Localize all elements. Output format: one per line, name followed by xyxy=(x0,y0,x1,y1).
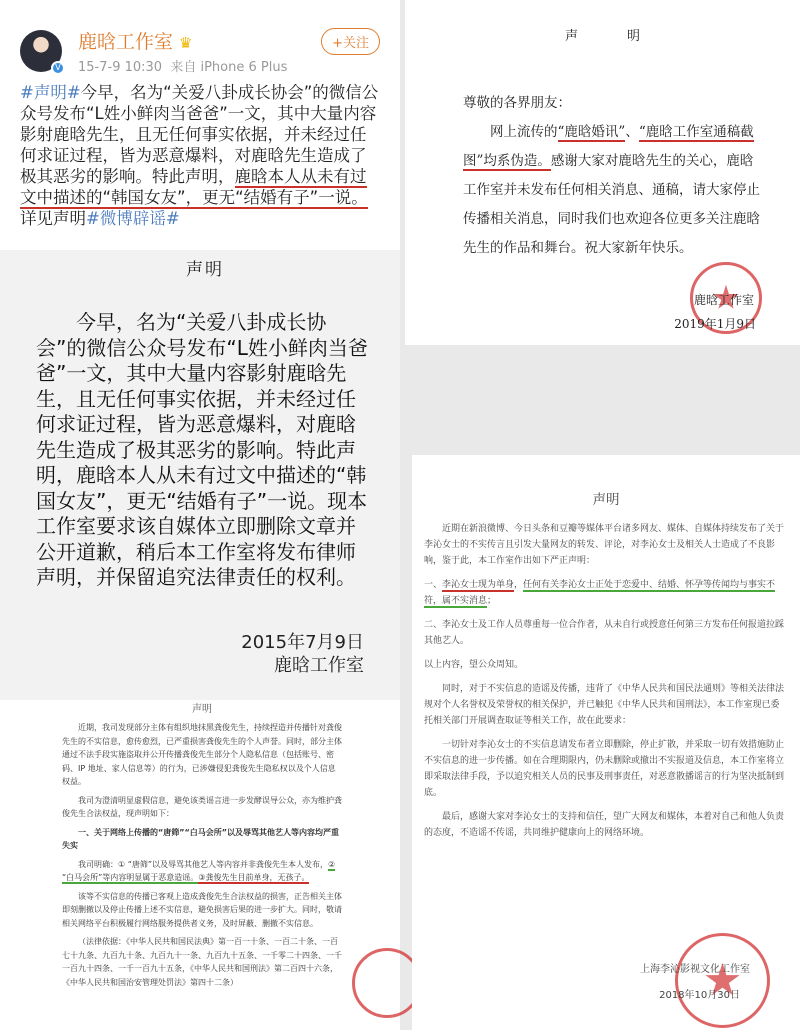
statement-document-gongjun xyxy=(0,700,400,1030)
statement-image-2015 xyxy=(0,250,400,700)
post-timestamp: 15-7-9 10:30 xyxy=(78,60,163,75)
statement-date: 2015年7月9日 xyxy=(241,631,364,653)
paragraph: 该等不实信息的传播已客观上造成龚俊先生合法权益的损害，正告相关主体即刻删撤以及停止传播上述不实信息，避免损害后果的进一步扩大。同时，敬请相关网络平台积极履行网络服务提供者义务，及时屏蔽、删撤不实信息。 xyxy=(62,891,342,928)
paragraph: 最后，感谢大家对李沁女士的支持和信任，望广大网友和媒体，本着对自己和他人负责的态度，不造谣不传谣，共同维护健康向上的网络环境。 xyxy=(424,812,785,838)
red-underlined-text: ③龚俊先生目前单身，无孩子。 xyxy=(198,873,310,882)
statement-document-liqin xyxy=(412,455,800,1030)
company-seal xyxy=(675,933,770,1028)
paragraph: 近期，我司发现部分主体有组织地抹黑龚俊先生，持续捏造并传播针对龚俊先生的不实信息，愈传愈烈，已严重损害龚俊先生的个人声誉。同时，部分主体通过不法手段实施盗取并公开传播龚俊先生部分个人隐私信息（包括账号、密码、IP 地址、家人信息等）的行为，已涉嫌侵犯龚俊先生隐私权以及个人信息权益。 xyxy=(62,723,342,786)
green-underlined-text: ② “白马会所”等内容明显属于恶意造谣。 xyxy=(62,859,336,882)
post-text xyxy=(20,82,380,229)
document-title: 声明 xyxy=(192,704,212,715)
underlined-text: 鹿晗本人从未有过文中描述的“韩国女友”，更无“结婚有子”一说。 xyxy=(20,167,368,207)
paragraph: 一切针对李沁女士的不实信息请发布者立即删除，停止扩散，并采取一切有效措施防止不实信息的进一步传播。如在合理期限内，仍未删除或撤出不实报道及信息，本工作室将立即采取法律手段，予以追究相关人员的民事及刑事责任，对恶意散播谣言的行为坚决抵制到底。 xyxy=(424,740,785,798)
paragraph: 以上内容，望公众周知。 xyxy=(424,660,524,670)
statement-body: 今早，名为“关爱八卦成长协会”的微信公众号发布“L姓小鲜肉当爸爸”一文，其中大量内容影射鹿晗先生，且无任何事实依据，并未经过任何求证过程，皆为恶意爆料，对鹿晗先生造成了极其恶劣的影响。特此声明，鹿晗本人从未有过文中描述的“韩国女友”，更无“结婚有子”一说。现本工作室要求该自媒体立即删除文章并公开道歉，稍后本工作室将发布律师声明，并保留追究法律责任的权利。 xyxy=(36,310,368,589)
paragraph: （法律依据：《中华人民共和国民法典》第一百一十条、一百二十条、一百七十九条、九百九十条、九百九十一条、九百九十五条、一千零二十四条、一千一百九十四条、一千一百九十五条，《中华人民共和国刑法》第二百四十六条，《中华人民共和国治安管理处罚法》第四十二条） xyxy=(62,937,342,987)
green-underlined-text: 任何有关李沁女士正处于恋爱中、结婚、怀孕等传闻均与事实不符，属不实消息 xyxy=(424,580,776,606)
paragraph: 近期在新浪微博、今日头条和豆瓣等媒体平台诸多网友、媒体、自媒体持续发布了关于李沁女士的不实传言且引发大量网友的转发、评论，对李沁女士及相关人士造成了不良影响，鉴于此，本工作室作出如下严正声明： xyxy=(424,524,785,566)
section-heading: 一、关于网络上传播的“唐筛”“白马会所”以及辱骂其他艺人等内容均严重失实 xyxy=(62,827,340,850)
statement-signature: 鹿晗工作室 xyxy=(274,654,364,676)
paragraph: 网上流传的 xyxy=(490,124,558,140)
hashtag-link[interactable]: #声明# xyxy=(20,83,81,102)
post-text-part: 今早，名为“关爱八卦成长协会”的微信公众号发布“L姓小鲜肉当爸爸”一文，其中大量内容影射鹿晗先生，且无任何事实依据，并未经过任何求证过程，皆为恶意爆料，对鹿晗先生造成了极其恶劣的影响。特此声明， xyxy=(20,83,379,186)
document-title: 声 明 xyxy=(564,29,658,44)
signature: 鹿晗工作室 xyxy=(693,293,754,307)
paragraph: 我司为澄清明显虚假信息，避免该类谣言进一步发酵误导公众，亦为维护龚俊先生合法权益，现声明如下： xyxy=(62,795,342,818)
greeting: 尊敬的各界朋友： xyxy=(463,95,571,111)
document-title: 声明 xyxy=(592,492,620,508)
hashtag-link[interactable]: #微博辟谣# xyxy=(86,209,180,228)
crown-badge-icon: ♛ xyxy=(179,34,193,52)
avatar[interactable] xyxy=(20,30,62,72)
verified-v-icon: V xyxy=(51,61,65,75)
list-number: 一、 xyxy=(424,580,443,590)
red-underlined-text: “鹿晗婚讯” xyxy=(557,124,626,140)
follow-button[interactable]: +关注 xyxy=(321,28,380,55)
separator: 、 xyxy=(625,124,639,140)
post-text-part: 详见声明 xyxy=(20,209,86,228)
separator: ； xyxy=(487,596,497,606)
paragraph: 同时，对于不实信息的造谣及传播，违背了《中华人民共和国民法通则》等相关法律法规对个人名誉权及荣誉权的相关保护，并已触犯《中华人民共和国刑法》，本工作室现已委托相关部门开展调查取证等相关工作，故在此要求： xyxy=(424,684,785,726)
statement-date: 2018年10月30日 xyxy=(659,990,740,1001)
red-underlined-text: 均系伪造。 xyxy=(483,153,551,169)
statement-document-2019 xyxy=(405,0,800,345)
post-source: 来自 iPhone 6 Plus xyxy=(170,60,288,75)
statement-date: 2019年1月9日 xyxy=(674,317,756,331)
post-header xyxy=(20,28,380,74)
statement-title: 声明 xyxy=(186,260,224,280)
red-underlined-text: 李沁女士现为单身 xyxy=(442,580,515,590)
weibo-post xyxy=(0,0,400,250)
paragraph: 我司明确：① “唐筛”以及辱骂其他艺人等内容并非龚俊先生本人发布， xyxy=(78,859,329,869)
paragraph: 二、李沁女士及工作人员尊重每一位合作者，从未自行或授意任何第三方发布任何报道拉踩其他艺人。 xyxy=(424,620,785,646)
red-underlined-text: “鹿晗工作室通稿截图” xyxy=(463,124,754,169)
account-name[interactable]: 鹿晗工作室 xyxy=(78,31,174,53)
separator: ， xyxy=(514,580,524,590)
signature: 上海李沁影视文化工作室 xyxy=(640,964,750,975)
paragraph: 感谢大家对鹿晗先生的关心，鹿晗工作室并未发布任何相关消息、通稿，请大家停止传播相关消息，同时我们也欢迎各位更多关注鹿晗先生的作品和舞台。祝大家新年快乐。 xyxy=(463,153,760,256)
